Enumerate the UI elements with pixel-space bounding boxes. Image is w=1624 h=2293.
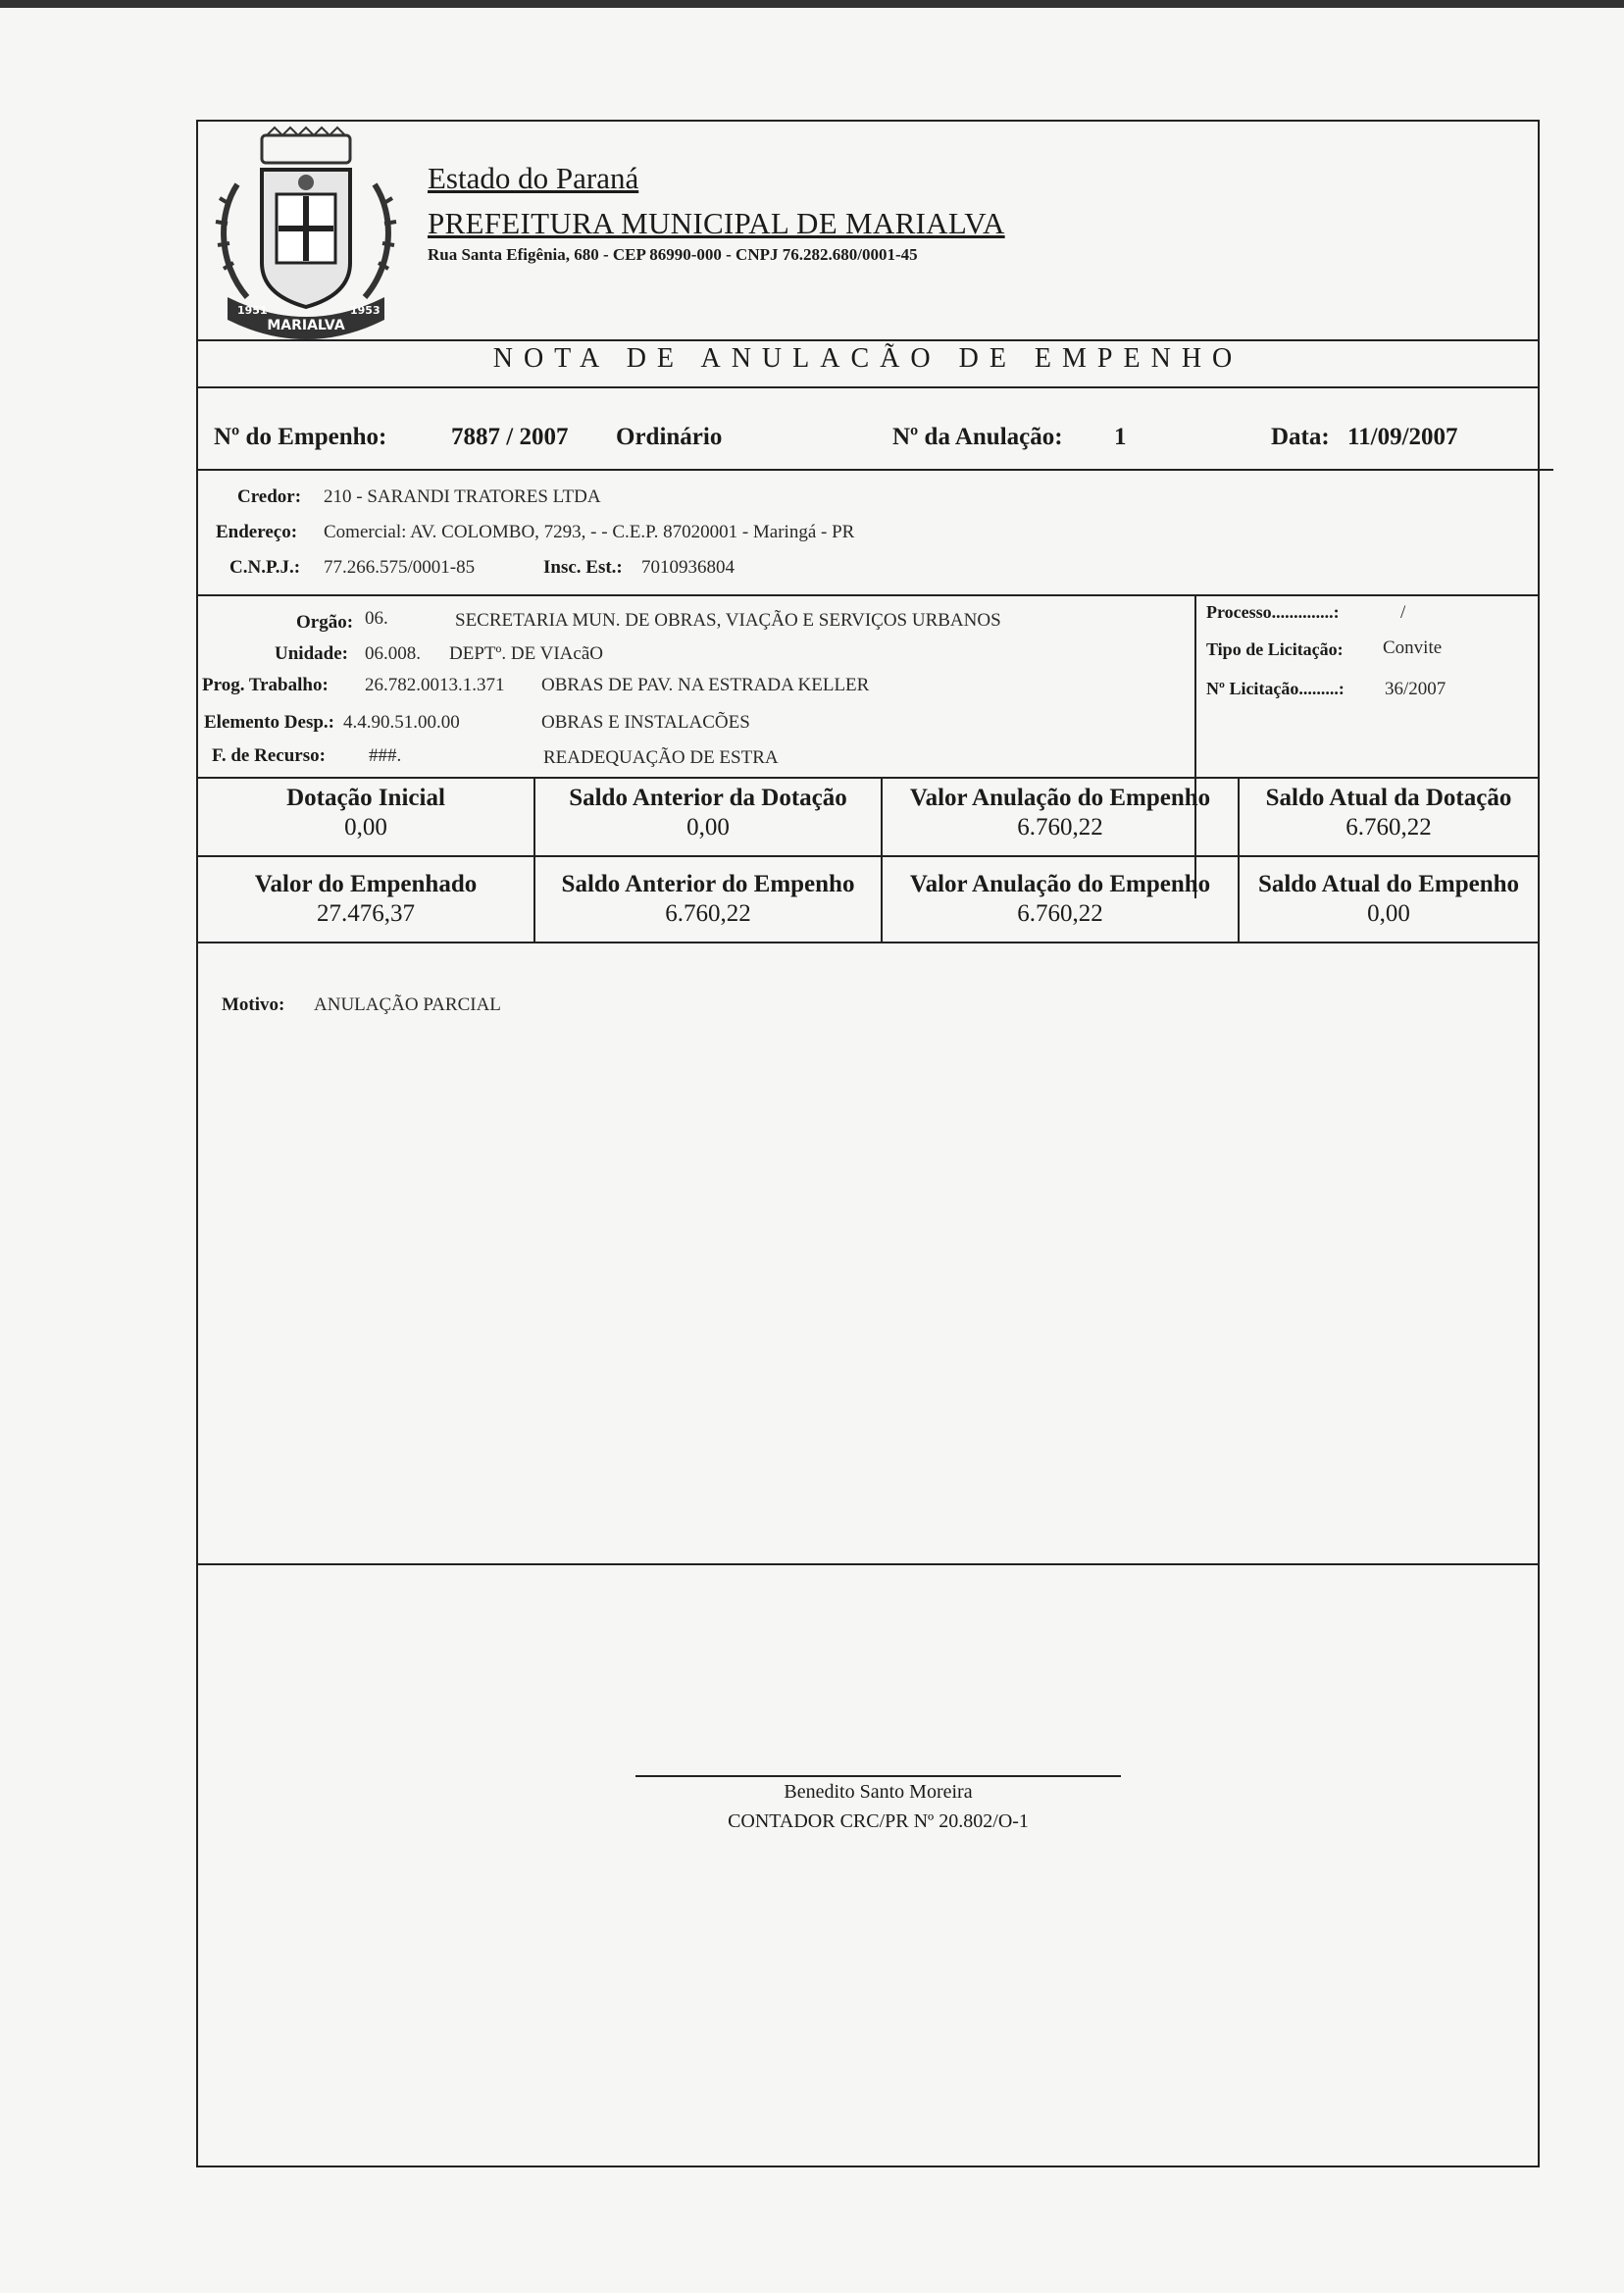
endereco-label: Endereço:: [216, 522, 298, 542]
divider: [198, 942, 1538, 943]
endereco-value: Comercial: AV. COLOMBO, 7293, - - C.E.P. 87020001 - Maringá - PR: [324, 522, 855, 542]
valor-cell: [198, 871, 533, 928]
motivo-label: Motivo:: [222, 994, 285, 1015]
signature-line: [635, 1775, 1121, 1777]
scan-edge: [0, 0, 1624, 8]
recurso-label: F. de Recurso:: [212, 745, 326, 766]
header-municipality: PREFEITURA MUNICIPAL DE MARIALVA: [428, 206, 1005, 240]
empenho-number-label: Nº do Empenho:: [214, 424, 387, 450]
valor-cell: [198, 785, 533, 841]
crest-banner-text: MARIALVA: [267, 318, 345, 333]
date-label: Data:: [1271, 424, 1330, 450]
header-state: Estado do Paraná: [428, 161, 639, 195]
credor-value: 210 - SARANDI TRATORES LTDA: [324, 486, 601, 507]
valor-cell: [883, 871, 1238, 928]
cnpj-value: 77.266.575/0001-85: [324, 557, 476, 578]
processo-value: /: [1400, 602, 1406, 623]
orgao-label: Orgão:: [296, 612, 354, 633]
divider: [198, 777, 1538, 779]
unidade-code: 06.008.: [365, 643, 421, 664]
header-address: Rua Santa Efigênia, 680 - CEP 86990-000 - CNPJ 76.282.680/0001-45: [428, 245, 918, 264]
valor-cell: [883, 785, 1238, 841]
recurso-code: ###.: [369, 745, 402, 766]
divider: [198, 855, 1538, 857]
anulacao-number: 1: [1114, 424, 1127, 450]
valor-cell-value: 6.760,22: [665, 900, 751, 927]
unidade-label: Unidade:: [275, 643, 348, 664]
valor-cell-label: Saldo Atual da Dotação: [1265, 785, 1512, 811]
num-licitacao-value: 36/2007: [1385, 679, 1446, 699]
signatory-name: Benedito Santo Moreira: [784, 1781, 973, 1803]
elemento-code: 4.4.90.51.00.00: [343, 712, 460, 733]
signatory-role: CONTADOR CRC/PR Nº 20.802/O-1: [728, 1810, 1029, 1832]
unidade-name: DEPTº. DE VIAcãO: [449, 643, 603, 664]
valor-cell-label: Saldo Anterior da Dotação: [569, 785, 847, 811]
valor-cell: [535, 785, 881, 841]
valor-cell-label: Dotação Inicial: [286, 785, 445, 811]
num-licitacao-label: Nº Licitação.........:: [1206, 679, 1345, 698]
valor-cell-value: 0,00: [686, 814, 730, 841]
processo-label: Processo..............:: [1206, 602, 1340, 622]
prog-code: 26.782.0013.1.371: [365, 675, 505, 695]
orgao-code: 06.: [365, 608, 388, 629]
crest-year-right: 1953: [350, 304, 381, 317]
valor-cell: [1240, 785, 1538, 841]
cnpj-label: C.N.P.J.:: [229, 557, 301, 578]
valor-cell-label: Valor Anulação do Empenho: [909, 785, 1211, 811]
divider: [198, 469, 1553, 471]
tipo-licitacao-label: Tipo de Licitação:: [1206, 639, 1344, 659]
divider: [198, 386, 1538, 388]
valor-cell: [1240, 871, 1538, 928]
valor-cell-value: 27.476,37: [317, 900, 415, 927]
valor-cell-value: 6.760,22: [1345, 814, 1432, 841]
recurso-name: READEQUAÇÃO DE ESTRA: [543, 747, 779, 768]
divider: [1194, 594, 1196, 898]
valor-cell-value: 0,00: [1367, 900, 1410, 927]
orgao-name: SECRETARIA MUN. DE OBRAS, VIAÇÃO E SERVIÇOS URBANOS: [455, 610, 1001, 631]
motivo-text: ANULAÇÃO PARCIAL: [314, 994, 501, 1015]
credor-label: Credor:: [237, 486, 302, 507]
document-title: NOTA DE ANULACÃO DE EMPENHO: [492, 343, 1243, 374]
empenho-number: 7887 / 2007: [451, 424, 569, 450]
valor-cell-value: 6.760,22: [1017, 900, 1103, 927]
document-frame: [196, 120, 1540, 2167]
date-value: 11/09/2007: [1347, 424, 1458, 450]
valor-cell: [535, 871, 881, 928]
municipal-crest-icon: [208, 126, 404, 351]
prog-name: OBRAS DE PAV. NA ESTRADA KELLER: [541, 675, 870, 695]
divider: [198, 594, 1538, 596]
insc-value: 7010936804: [641, 557, 735, 578]
valor-cell-label: Saldo Anterior do Empenho: [561, 871, 855, 897]
crest-year-left: 1951: [237, 304, 268, 317]
valor-cell-label: Valor Anulação do Empenho: [909, 871, 1211, 897]
valor-cell-value: 0,00: [344, 814, 387, 841]
insc-label: Insc. Est.:: [543, 557, 623, 578]
divider: [198, 1563, 1538, 1565]
tipo-licitacao-value: Convite: [1383, 637, 1443, 658]
valor-cell-label: Valor do Empenhado: [254, 871, 478, 897]
divider: [198, 339, 1538, 341]
empenho-type: Ordinário: [616, 424, 723, 450]
valor-cell-value: 6.760,22: [1017, 814, 1103, 841]
elemento-name: OBRAS E INSTALACÕES: [541, 712, 750, 733]
prog-label: Prog. Trabalho:: [202, 675, 329, 695]
elemento-label: Elemento Desp.:: [204, 712, 334, 733]
anulacao-number-label: Nº da Anulação:: [892, 424, 1063, 450]
valor-cell-label: Saldo Atual do Empenho: [1257, 871, 1520, 897]
